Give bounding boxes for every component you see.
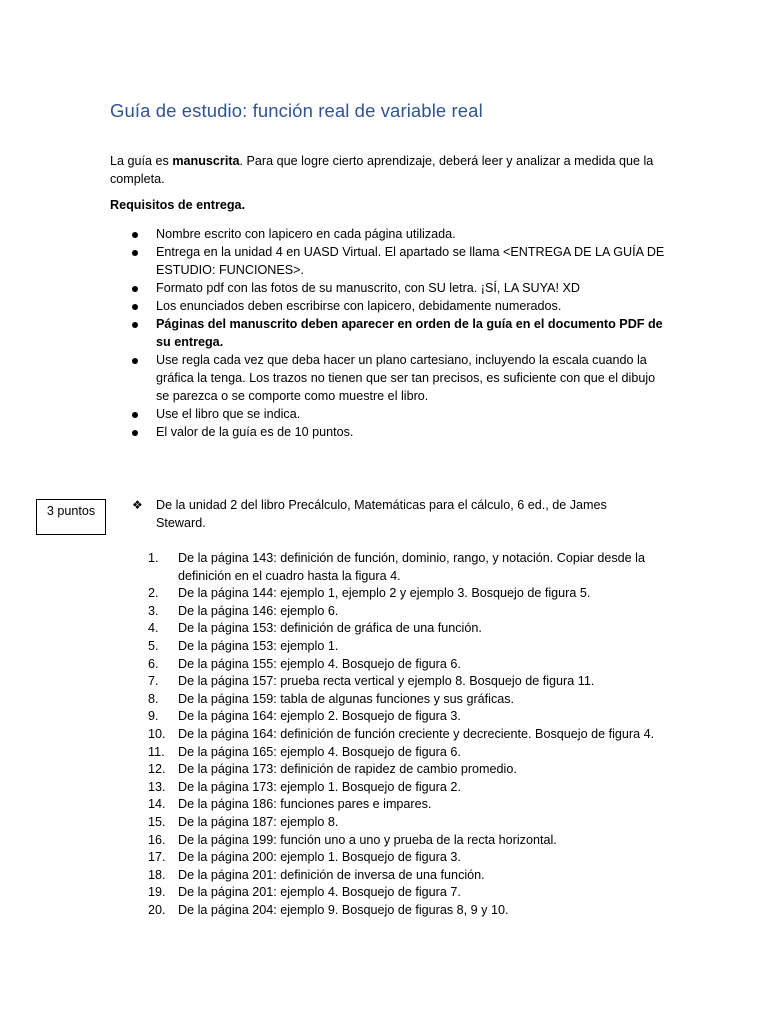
bullet-icon: [132, 322, 138, 328]
unit-intro-text: De la unidad 2 del libro Precálculo, Matemáticas para el cálculo, 6 ed., de James Steward.: [156, 498, 607, 530]
diamond-bullet-icon: ❖: [132, 498, 143, 512]
item-text: De la página 164: ejemplo 2. Bosquejo de figura 3.: [178, 709, 461, 724]
assignment-item: [148, 620, 663, 638]
assignment-item: [148, 779, 663, 797]
item-text: De la página 153: ejemplo 1.: [178, 638, 339, 653]
assignment-item: [148, 691, 663, 709]
bullet-icon: [132, 430, 138, 436]
item-text: De la página 165: ejemplo 4. Bosquejo de figura 6.: [178, 744, 461, 759]
item-number: 17.: [148, 850, 166, 865]
assignment-item: [148, 849, 663, 867]
requirements-heading: Requisitos de entrega.: [110, 198, 246, 212]
bullet-icon: [132, 250, 138, 256]
item-number: 7.: [148, 674, 159, 689]
requirement-text: Páginas del manuscrito deben aparecer en orden de la guía en el documento PDF de su entrega.: [156, 317, 663, 349]
item-number: 9.: [148, 709, 159, 724]
bullet-icon: [132, 286, 138, 292]
requirement-text: El valor de la guía es de 10 puntos.: [156, 425, 354, 439]
intro-text-before: La guía es: [110, 154, 173, 168]
requirements-list: [110, 225, 670, 441]
item-number: 12.: [148, 762, 166, 777]
requirement-item: [110, 279, 670, 297]
item-text: De la página 173: ejemplo 1. Bosquejo de figura 2.: [178, 779, 461, 794]
bullet-icon: [132, 232, 138, 238]
item-text: De la página 164: definición de función creciente y decreciente. Bosquejo de figura 4.: [178, 726, 655, 741]
requirement-text: Entrega en la unidad 4 en UASD Virtual. El apartado se llama <ENTREGA DE LA GUÍA DE ESTUDIO: FUNCIONES>.: [156, 245, 665, 277]
assignment-list: [148, 550, 663, 919]
assignment-item: [148, 884, 663, 902]
assignment-item: [148, 814, 663, 832]
assignment-item: [148, 638, 663, 656]
item-text: De la página 186: funciones pares e impares.: [178, 797, 432, 812]
item-text: De la página 155: ejemplo 4. Bosquejo de figura 6.: [178, 656, 461, 671]
item-number: 6.: [148, 656, 159, 671]
requirement-item: [110, 405, 670, 423]
item-text: De la página 173: definición de rapidez de cambio promedio.: [178, 762, 517, 777]
page-title: Guía de estudio: función real de variable real: [110, 100, 483, 121]
requirement-item: [110, 243, 670, 279]
item-number: 1.: [148, 551, 159, 565]
bullet-icon: [132, 304, 138, 310]
item-text: De la página 204: ejemplo 9. Bosquejo de figuras 8, 9 y 10.: [178, 902, 509, 917]
requirement-item: [110, 423, 670, 441]
item-number: 15.: [148, 814, 166, 829]
bullet-icon: [132, 358, 138, 364]
assignment-item: [148, 761, 663, 779]
intro-text-bold: manuscrita: [172, 154, 240, 168]
assignment-item: [148, 832, 663, 850]
item-text: De la página 200: ejemplo 1. Bosquejo de figura 3.: [178, 850, 461, 865]
assignment-item: [148, 744, 663, 762]
requirement-item: [110, 315, 670, 351]
item-number: 14.: [148, 797, 166, 812]
requirement-text: Use el libro que se indica.: [156, 407, 301, 421]
assignment-item: [148, 656, 663, 674]
points-box: 3 puntos: [36, 499, 106, 535]
item-text: De la página 144: ejemplo 1, ejemplo 2 y ejemplo 3. Bosquejo de figura 5.: [178, 586, 591, 601]
item-text: De la página 201: ejemplo 4. Bosquejo de figura 7.: [178, 885, 461, 900]
requirement-text: Use regla cada vez que deba hacer un plano cartesiano, incluyendo la escala cuando la gráfica la tenga. Los trazos no tienen que ser tan precisos, es suficiente con que el dibujo se parezca o se comporte como muestre el libro.: [156, 353, 656, 403]
item-number: 3.: [148, 603, 159, 618]
item-text: De la página 159: tabla de algunas funciones y sus gráficas.: [178, 691, 515, 706]
bullet-icon: [132, 412, 138, 418]
item-text: De la página 153: definición de gráfica de una función.: [178, 621, 482, 636]
item-text: De la página 157: prueba recta vertical y ejemplo 8. Bosquejo de figura 11.: [178, 674, 595, 689]
item-text: De la página 146: ejemplo 6.: [178, 603, 339, 618]
item-text: De la página 201: definición de inversa de una función.: [178, 867, 485, 882]
requirement-text: Los enunciados deben escribirse con lapicero, debidamente numerados.: [156, 299, 562, 313]
item-text: De la página 199: función uno a uno y prueba de la recta horizontal.: [178, 832, 557, 847]
assignment-item: [148, 902, 663, 920]
assignment-item: [148, 550, 663, 585]
intro-paragraph: [110, 152, 670, 188]
item-number: 5.: [148, 638, 159, 653]
assignment-item: [148, 673, 663, 691]
assignment-item: [148, 603, 663, 621]
assignment-item: [148, 585, 663, 603]
assignment-item: [148, 867, 663, 885]
item-number: 13.: [148, 779, 166, 794]
item-number: 4.: [148, 621, 159, 636]
item-number: 8.: [148, 691, 159, 706]
assignment-item: [148, 726, 663, 744]
requirement-item: [110, 351, 670, 405]
item-number: 10.: [148, 726, 166, 741]
intro-text-after: . Para que logre cierto aprendizaje, deberá leer y analizar a medida que la completa.: [110, 154, 654, 186]
item-text: De la página 187: ejemplo 8.: [178, 814, 339, 829]
requirement-item: [110, 297, 670, 315]
item-number: 18.: [148, 867, 166, 882]
item-number: 2.: [148, 586, 159, 601]
unit-intro: [132, 496, 652, 532]
assignment-item: [148, 708, 663, 726]
assignment-item: [148, 796, 663, 814]
item-number: 20.: [148, 902, 166, 917]
item-number: 11.: [148, 744, 165, 759]
item-text: De la página 143: definición de función, dominio, rango, y notación. Copiar desde la definición en el cuadro hasta la figura 4.: [178, 551, 645, 583]
item-number: 19.: [148, 885, 166, 900]
requirement-item: [110, 225, 670, 243]
item-number: 16.: [148, 832, 166, 847]
requirement-text: Nombre escrito con lapicero en cada página utilizada.: [156, 227, 456, 241]
requirement-text: Formato pdf con las fotos de su manuscrito, con SU letra. ¡SÍ, LA SUYA! XD: [156, 281, 580, 295]
